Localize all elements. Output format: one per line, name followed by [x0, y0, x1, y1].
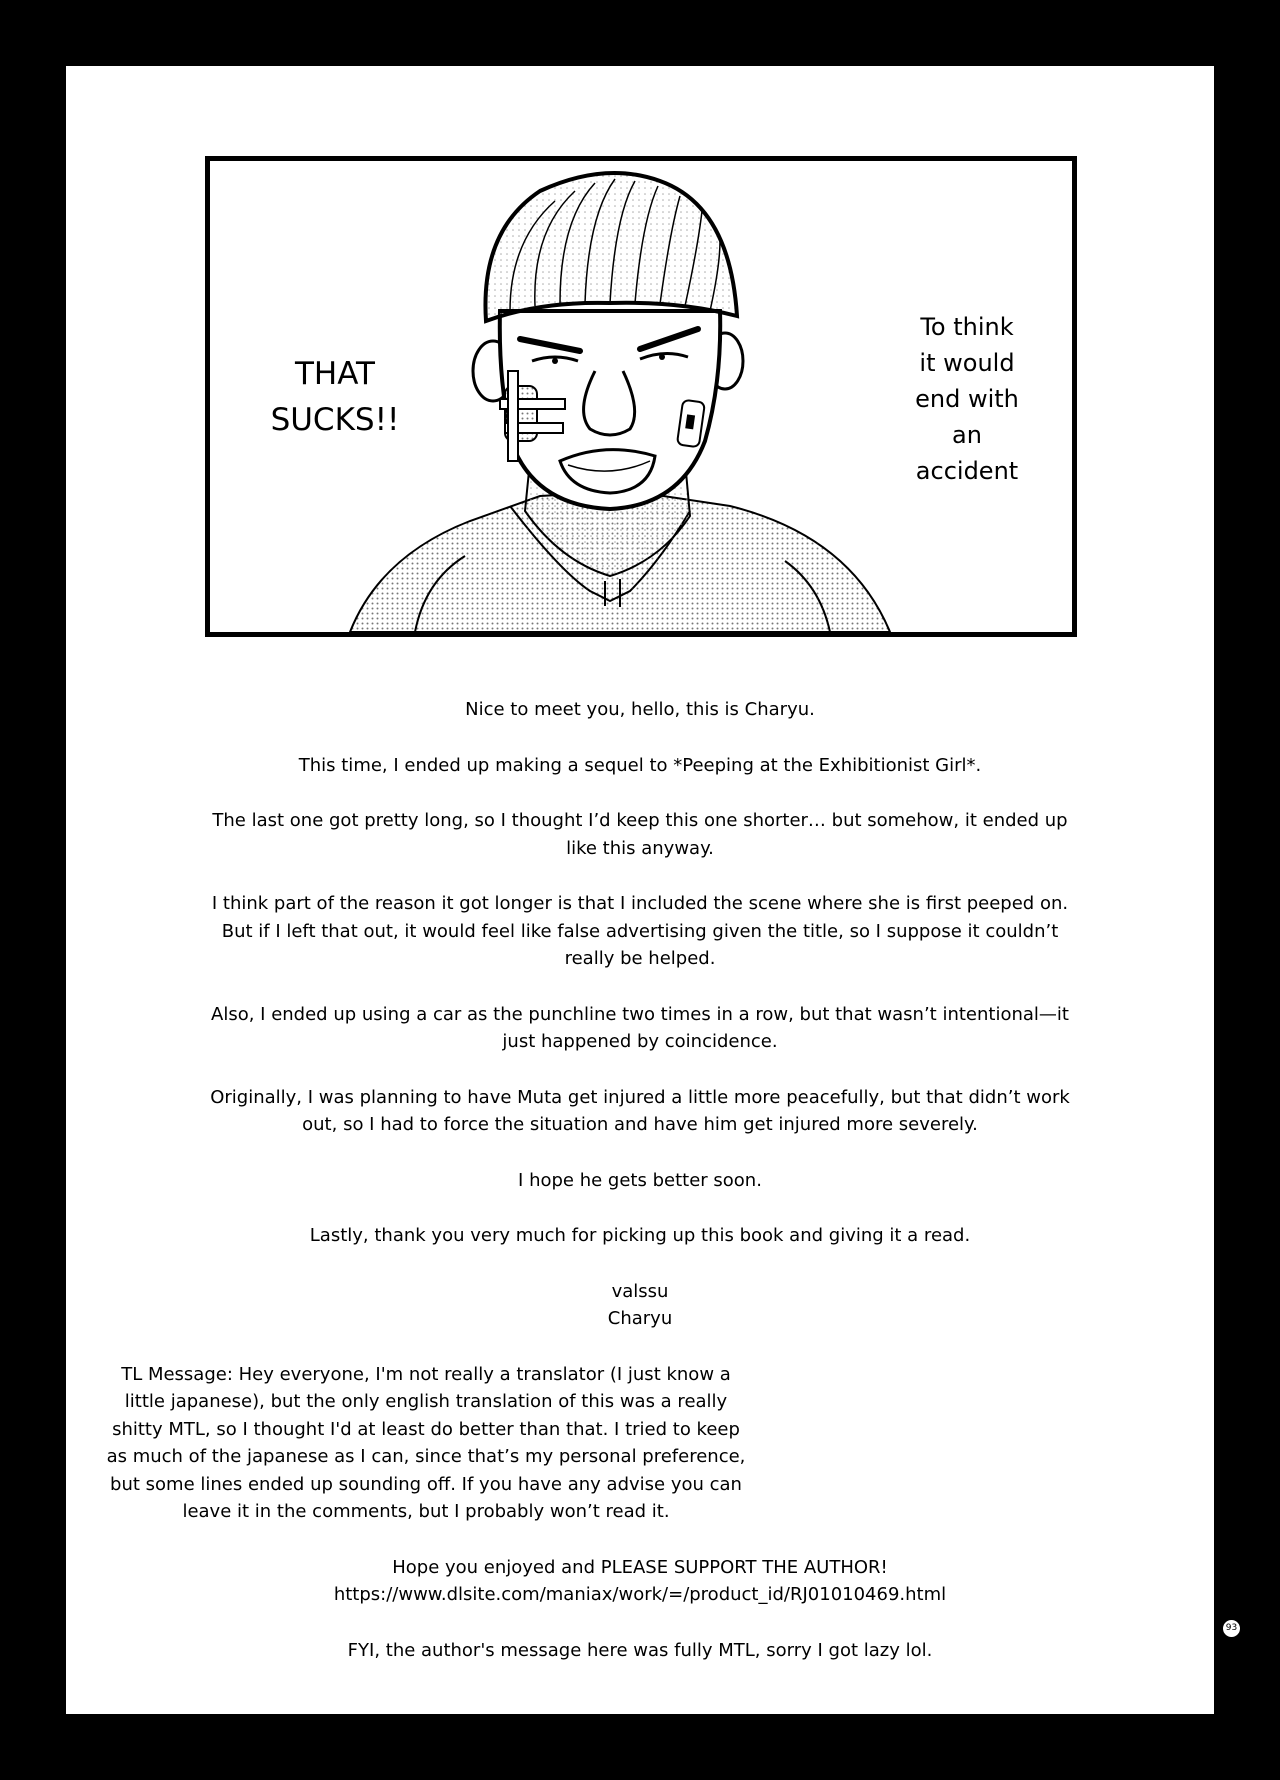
manga-panel	[205, 156, 1077, 637]
afterword-paragraph: This time, I ended up making a sequel to *Peeping at the Exhibitionist Girl*.	[298, 754, 982, 776]
afterword-paragraph: I think part of the reason it got longer is that I included the scene where she is first peeped on. But if I left that out, it would feel like false advertising given the title, so I suppose it couldn’t really be helped.	[211, 893, 1069, 969]
afterword-paragraph: The last one got pretty long, so I thought I’d keep this one shorter… but somehow, it ended up like this anyway.	[212, 810, 1068, 859]
page-number: 93	[1222, 1619, 1241, 1638]
author-signature: valssu Charyu	[607, 1280, 673, 1329]
page-sheet	[66, 66, 1238, 1714]
author-link: https://www.dlsite.com/maniax/work/=/product_id/RJ01010469.html	[333, 1584, 947, 1605]
thought-text: To think it would end with an accident	[915, 313, 1019, 485]
fyi-note: FYI, the author's message here was fully MTL, sorry I got lazy lol.	[347, 1639, 933, 1661]
shout-text: THAT SUCKS!!	[270, 356, 400, 438]
support-message: Hope you enjoyed and PLEASE SUPPORT THE AUTHOR!	[392, 1556, 888, 1578]
afterword-paragraph: Also, I ended up using a car as the punchline two times in a row, but that wasn’t intentional—it just happened by coincidence.	[211, 1003, 1069, 1052]
afterword-paragraph: Originally, I was planning to have Muta get injured a little more peacefully, but that didn’t work out, so I had to force the situation and have him get injured more severely.	[210, 1086, 1070, 1135]
afterword-paragraph: I hope he gets better soon.	[518, 1169, 762, 1191]
afterword-text	[106, 696, 1174, 1692]
afterword-paragraph: Lastly, thank you very much for picking up this book and giving it a read.	[309, 1225, 971, 1246]
translator-note: TL Message: Hey everyone, I'm not really a translator (I just know a little japanese), but the only english translation of this was a really shitty MTL, so I thought I'd at least do better than that. I tried to keep as much of the japanese as I can, since that’s my personal preference, but some lines ended up sounding off. If you have any advise you can leave it in the comments, but I probably won’t read it.	[106, 1363, 746, 1522]
afterword-paragraph: Nice to meet you, hello, this is Charyu.	[465, 699, 815, 720]
